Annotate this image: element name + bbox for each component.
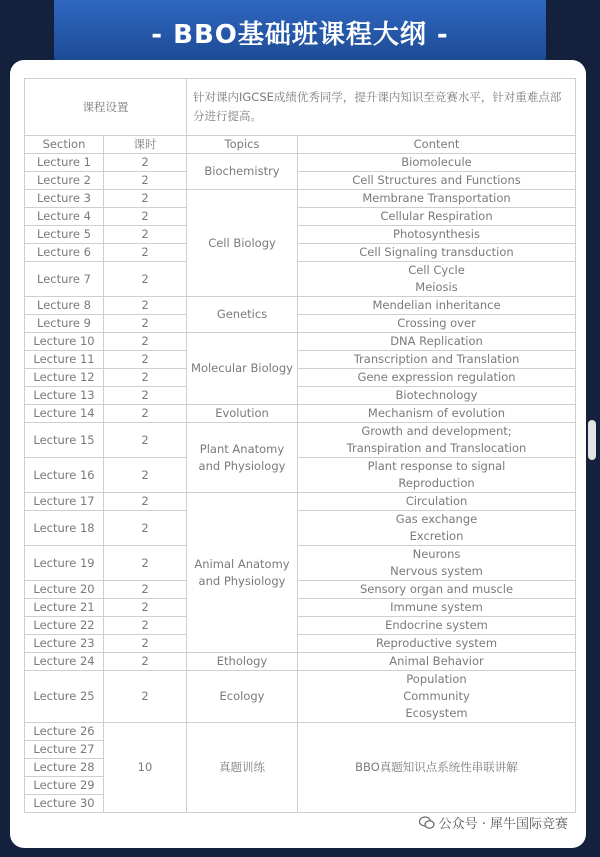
hours-cell: 2 <box>104 351 187 369</box>
content-cell <box>298 653 576 671</box>
column-header-topics: Topics <box>187 136 298 154</box>
syllabus-table <box>24 78 576 813</box>
section-cell: Lecture 3 <box>25 190 104 208</box>
content-line: Meiosis <box>415 280 458 294</box>
hours-cell: 2 <box>104 581 187 599</box>
section-cell: Lecture 15 <box>25 423 104 458</box>
content-cell <box>298 458 576 493</box>
hours-cell: 2 <box>104 262 187 297</box>
content-line: Immune system <box>390 600 483 614</box>
header-row <box>25 136 576 154</box>
content-line: Membrane Transportation <box>362 191 511 205</box>
watermark-text: 公众号 · 犀牛国际竞赛 <box>438 817 568 832</box>
hours-cell: 2 <box>104 653 187 671</box>
hours-cell: 2 <box>104 599 187 617</box>
section-cell: Lecture 22 <box>25 617 104 635</box>
content-line: Population <box>406 672 467 686</box>
section-cell: Lecture 16 <box>25 458 104 493</box>
section-cell: Lecture 19 <box>25 546 104 581</box>
table-row <box>25 511 576 546</box>
section-cell: Lecture 30 <box>25 795 104 813</box>
syllabus-table-body <box>25 79 576 813</box>
hours-cell: 2 <box>104 190 187 208</box>
table-row <box>25 244 576 262</box>
content-line: Biomolecule <box>401 155 472 169</box>
topic-cell: Animal Anatomy and Physiology <box>187 493 298 653</box>
hours-cell: 2 <box>104 546 187 581</box>
content-line: Reproduction <box>398 476 475 490</box>
hours-cell: 2 <box>104 244 187 262</box>
content-line: Reproductive system <box>375 636 498 650</box>
content-cell <box>298 333 576 351</box>
content-cell <box>298 244 576 262</box>
section-cell: Lecture 14 <box>25 405 104 423</box>
content-line: Transpiration and Translocation <box>346 441 527 455</box>
section-cell: Lecture 26 <box>25 723 104 741</box>
section-cell: Lecture 21 <box>25 599 104 617</box>
syllabus-card <box>10 60 586 848</box>
table-row <box>25 617 576 635</box>
hours-cell: 10 <box>104 723 187 813</box>
hours-cell: 2 <box>104 208 187 226</box>
hours-cell: 2 <box>104 671 187 723</box>
topic-cell: Ecology <box>187 671 298 723</box>
table-row <box>25 405 576 423</box>
table-row <box>25 315 576 333</box>
section-cell: Lecture 24 <box>25 653 104 671</box>
hours-cell: 2 <box>104 387 187 405</box>
content-cell <box>298 723 576 813</box>
content-cell <box>298 351 576 369</box>
section-cell: Lecture 11 <box>25 351 104 369</box>
table-row <box>25 333 576 351</box>
table-row <box>25 581 576 599</box>
topic-cell: Molecular Biology <box>187 333 298 405</box>
content-cell <box>298 423 576 458</box>
content-line: DNA Replication <box>390 334 483 348</box>
section-cell: Lecture 6 <box>25 244 104 262</box>
content-cell <box>298 493 576 511</box>
content-line: Gas exchange <box>395 512 478 526</box>
content-line: Neurons <box>412 547 461 561</box>
hours-cell: 2 <box>104 297 187 315</box>
table-row <box>25 226 576 244</box>
hours-cell: 2 <box>104 511 187 546</box>
section-cell: Lecture 5 <box>25 226 104 244</box>
content-line: Excretion <box>409 529 464 543</box>
section-cell: Lecture 9 <box>25 315 104 333</box>
content-cell <box>298 190 576 208</box>
intro-label: 课程设置 <box>25 79 187 136</box>
table-row <box>25 208 576 226</box>
hours-cell: 2 <box>104 369 187 387</box>
watermark <box>419 813 568 832</box>
table-row <box>25 635 576 653</box>
section-cell: Lecture 1 <box>25 154 104 172</box>
column-header-section: Section <box>25 136 104 154</box>
content-cell <box>298 671 576 723</box>
table-row <box>25 387 576 405</box>
table-row <box>25 423 576 458</box>
topic-cell: Cell Biology <box>187 190 298 297</box>
section-cell: Lecture 25 <box>25 671 104 723</box>
hours-cell: 2 <box>104 405 187 423</box>
content-line: BBO真题知识点系统性串联讲解 <box>355 760 518 774</box>
table-row <box>25 262 576 297</box>
hours-cell: 2 <box>104 226 187 244</box>
content-line: Mendelian inheritance <box>372 298 501 312</box>
table-row <box>25 671 576 723</box>
content-line: Plant response to signal <box>367 459 506 473</box>
content-cell <box>298 599 576 617</box>
content-cell <box>298 154 576 172</box>
content-cell <box>298 315 576 333</box>
page-title-banner <box>54 0 546 64</box>
content-cell <box>298 172 576 190</box>
hours-cell: 2 <box>104 423 187 458</box>
topic-cell: Ethology <box>187 653 298 671</box>
content-line: Endocrine system <box>385 618 488 632</box>
content-line: Animal Behavior <box>389 654 484 668</box>
content-cell <box>298 511 576 546</box>
content-cell <box>298 262 576 297</box>
topic-cell: Plant Anatomy and Physiology <box>187 423 298 493</box>
column-header-content: Content <box>298 136 576 154</box>
section-cell: Lecture 27 <box>25 741 104 759</box>
section-cell: Lecture 8 <box>25 297 104 315</box>
section-cell: Lecture 28 <box>25 759 104 777</box>
hours-cell: 2 <box>104 333 187 351</box>
content-line: Crossing over <box>397 316 476 330</box>
topic-cell: Evolution <box>187 405 298 423</box>
content-cell <box>298 635 576 653</box>
section-cell: Lecture 17 <box>25 493 104 511</box>
content-line: Nervous system <box>390 564 483 578</box>
table-row <box>25 297 576 315</box>
intro-row <box>25 79 576 136</box>
hours-cell: 2 <box>104 635 187 653</box>
section-cell: Lecture 29 <box>25 777 104 795</box>
table-row <box>25 493 576 511</box>
content-cell <box>298 617 576 635</box>
page-title: - BBO基础班课程大纲 - <box>151 19 449 50</box>
section-cell: Lecture 20 <box>25 581 104 599</box>
content-line: Gene expression regulation <box>357 370 516 384</box>
table-row <box>25 599 576 617</box>
section-cell: Lecture 4 <box>25 208 104 226</box>
content-line: Community <box>403 689 470 703</box>
column-header-hours: 课时 <box>104 136 187 154</box>
scroll-handle[interactable] <box>588 420 596 460</box>
section-cell: Lecture 12 <box>25 369 104 387</box>
table-row <box>25 653 576 671</box>
content-cell <box>298 208 576 226</box>
content-line: Cell Structures and Functions <box>352 173 521 187</box>
table-row <box>25 154 576 172</box>
section-cell: Lecture 23 <box>25 635 104 653</box>
hours-cell: 2 <box>104 154 187 172</box>
content-line: Sensory organ and muscle <box>359 582 514 596</box>
content-cell <box>298 546 576 581</box>
section-cell: Lecture 13 <box>25 387 104 405</box>
content-cell <box>298 226 576 244</box>
content-line: Mechanism of evolution <box>367 406 506 420</box>
content-cell <box>298 297 576 315</box>
hours-cell: 2 <box>104 172 187 190</box>
table-row <box>25 351 576 369</box>
content-cell <box>298 581 576 599</box>
table-row <box>25 172 576 190</box>
table-row <box>25 546 576 581</box>
content-cell <box>298 369 576 387</box>
topic-cell: Biochemistry <box>187 154 298 190</box>
content-line: Photosynthesis <box>393 227 480 241</box>
content-cell <box>298 405 576 423</box>
hours-cell: 2 <box>104 493 187 511</box>
wechat-icon <box>419 816 435 830</box>
table-row <box>25 458 576 493</box>
section-cell: Lecture 10 <box>25 333 104 351</box>
content-line: Cell Cycle <box>408 263 465 277</box>
table-row <box>25 369 576 387</box>
topic-cell: 真题训练 <box>187 723 298 813</box>
table-row <box>25 190 576 208</box>
section-cell: Lecture 2 <box>25 172 104 190</box>
section-cell: Lecture 18 <box>25 511 104 546</box>
topic-cell: Genetics <box>187 297 298 333</box>
content-line: Circulation <box>405 494 468 508</box>
content-line: Cellular Respiration <box>380 209 493 223</box>
content-line: Ecosystem <box>405 706 468 720</box>
content-line: Growth and development; <box>361 424 512 438</box>
table-row <box>25 723 576 741</box>
section-cell: Lecture 7 <box>25 262 104 297</box>
content-line: Cell Signaling transduction <box>359 245 514 259</box>
content-cell <box>298 387 576 405</box>
content-line: Transcription and Translation <box>353 352 520 366</box>
content-line: Biotechnology <box>395 388 478 402</box>
hours-cell: 2 <box>104 458 187 493</box>
hours-cell: 2 <box>104 315 187 333</box>
intro-text: 针对课内IGCSE成绩优秀同学，提升课内知识至竞赛水平，针对重难点部分进行提高。 <box>187 79 576 136</box>
hours-cell: 2 <box>104 617 187 635</box>
